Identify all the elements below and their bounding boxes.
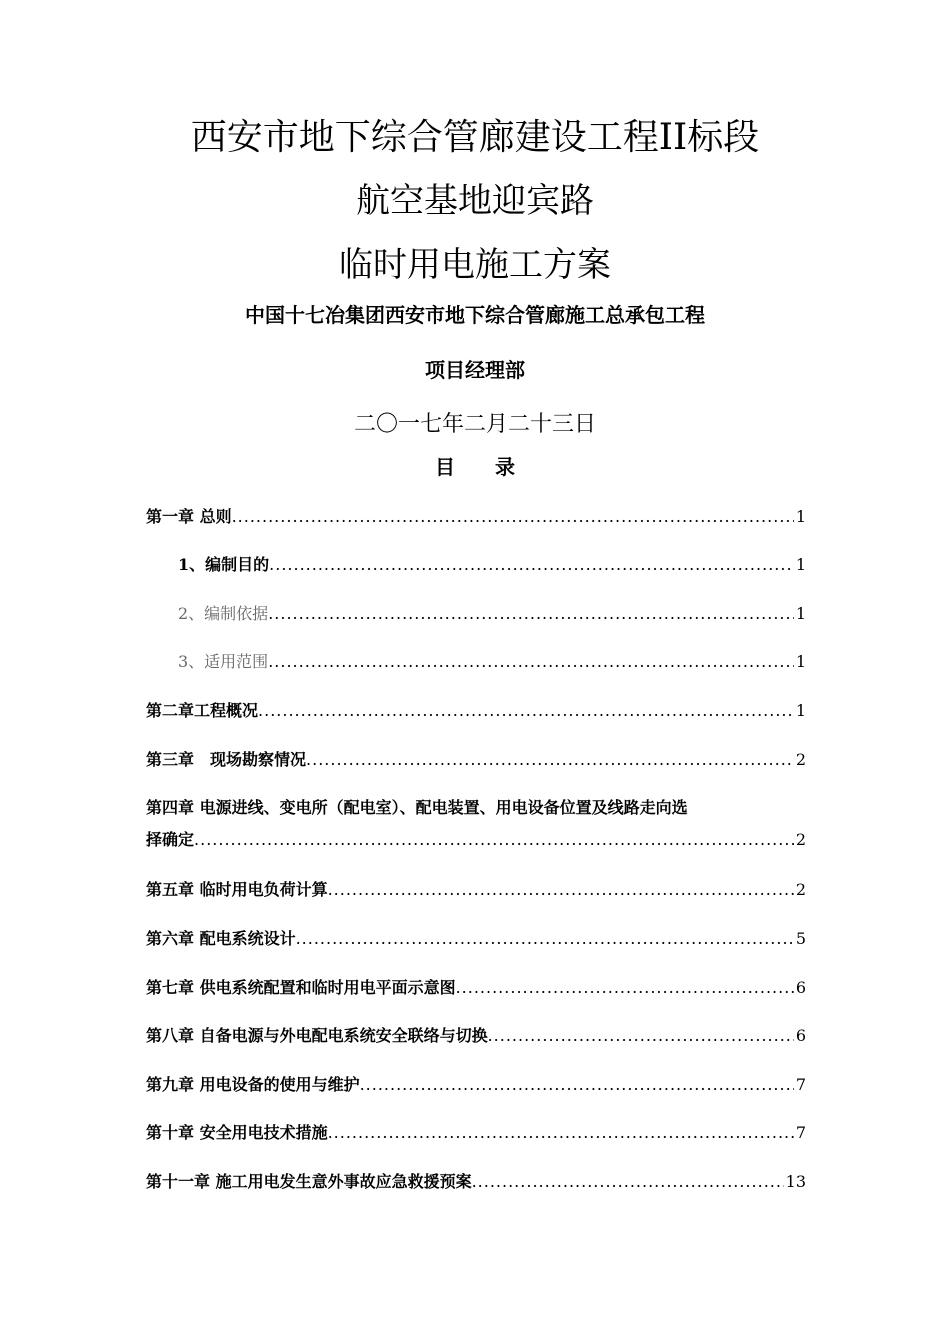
toc-leader-dots xyxy=(328,1120,794,1146)
toc-leader-dots xyxy=(268,601,794,627)
toc-item-ch4-line1[interactable]: 第四章 电源进线、变电所（配电室）、配电装置、用电设备位置及线路走向选 xyxy=(146,798,688,817)
toc-item-ch5[interactable] xyxy=(146,877,806,903)
document-date: 二〇一七年二月二十三日 xyxy=(353,412,596,437)
toc-leader-dots xyxy=(194,827,794,853)
toc-leader-dots xyxy=(360,1072,794,1098)
toc-item-label: 2、编制依据 xyxy=(178,604,269,623)
toc-leader-dots xyxy=(306,747,794,773)
toc-item-label: 择确定 xyxy=(146,830,195,849)
toc-item-page: 1 xyxy=(795,555,806,574)
toc-leader-dots xyxy=(258,698,794,724)
toc-leader-dots xyxy=(232,504,794,530)
toc-item-page: 2 xyxy=(795,750,806,769)
toc-leader-dots xyxy=(328,877,794,903)
toc-item-page: 7 xyxy=(795,1075,806,1094)
toc-item-ch3[interactable] xyxy=(146,747,806,773)
toc-item-label: 第七章 供电系统配置和临时用电平面示意图 xyxy=(146,978,456,997)
toc-leader-dots xyxy=(488,1023,794,1049)
toc-item-page: 1 xyxy=(795,507,806,526)
toc-item-label: 第十章 安全用电技术措施 xyxy=(146,1123,328,1142)
toc-item-ch9[interactable] xyxy=(146,1072,806,1098)
title-line-1: 西安市地下综合管廊建设工程II标段 xyxy=(190,117,760,158)
toc-item-ch1[interactable] xyxy=(146,504,806,530)
toc-leader-dots xyxy=(269,552,794,578)
title-line-2: 航空基地迎宾路 xyxy=(356,181,594,221)
toc-item-page: 7 xyxy=(795,1123,806,1142)
toc-item-label: 第六章 配电系统设计 xyxy=(146,929,296,948)
toc-item-ch11[interactable] xyxy=(146,1169,806,1195)
toc-item-page: 1 xyxy=(795,604,806,623)
toc-item-ch10[interactable] xyxy=(146,1120,806,1146)
toc-item-label: 第十一章 施工用电发生意外事故应急救援预案 xyxy=(146,1172,472,1191)
toc-leader-dots xyxy=(296,926,794,952)
toc-item-ch2[interactable] xyxy=(146,698,806,724)
toc-item-page: 5 xyxy=(795,929,806,948)
department: 项目经理部 xyxy=(425,358,525,382)
toc-item-ch7[interactable] xyxy=(146,975,806,1001)
organization: 中国十七冶集团西安市地下综合管廊施工总承包工程 xyxy=(245,303,705,327)
toc-leader-dots xyxy=(472,1169,784,1195)
toc-item-ch8[interactable] xyxy=(146,1023,806,1049)
toc-item-page: 2 xyxy=(795,830,806,849)
toc-item-page: 6 xyxy=(795,978,806,997)
toc-item-1-3[interactable] xyxy=(178,649,806,675)
toc-item-ch6[interactable] xyxy=(146,926,806,952)
toc-item-1-2[interactable] xyxy=(178,601,806,627)
toc-item-label: 第八章 自备电源与外电配电系统安全联络与切换 xyxy=(146,1026,488,1045)
toc-item-page: 13 xyxy=(785,1172,806,1191)
toc-item-page: 1 xyxy=(795,701,806,720)
toc-item-1-1[interactable] xyxy=(178,552,806,578)
toc-item-label: 第九章 用电设备的使用与维护 xyxy=(146,1075,360,1094)
toc-item-label: 第一章 总则 xyxy=(146,507,232,526)
toc-item-page: 1 xyxy=(795,652,806,671)
toc-leader-dots xyxy=(456,975,794,1001)
toc-item-page: 6 xyxy=(795,1026,806,1045)
toc-item-label: 3、适用范围 xyxy=(178,652,269,671)
toc-item-label: 1、编制目的 xyxy=(178,555,270,574)
toc-item-page: 2 xyxy=(795,880,806,899)
toc-item-ch4[interactable] xyxy=(146,827,806,853)
toc-leader-dots xyxy=(268,649,794,675)
toc-item-label: 第二章工程概况 xyxy=(146,701,259,720)
toc-item-label: 第五章 临时用电负荷计算 xyxy=(146,880,328,899)
toc-heading: 目录 xyxy=(435,455,555,479)
title-line-3: 临时用电施工方案 xyxy=(339,245,611,285)
toc-item-label: 第三章 现场勘察情况 xyxy=(146,750,307,769)
